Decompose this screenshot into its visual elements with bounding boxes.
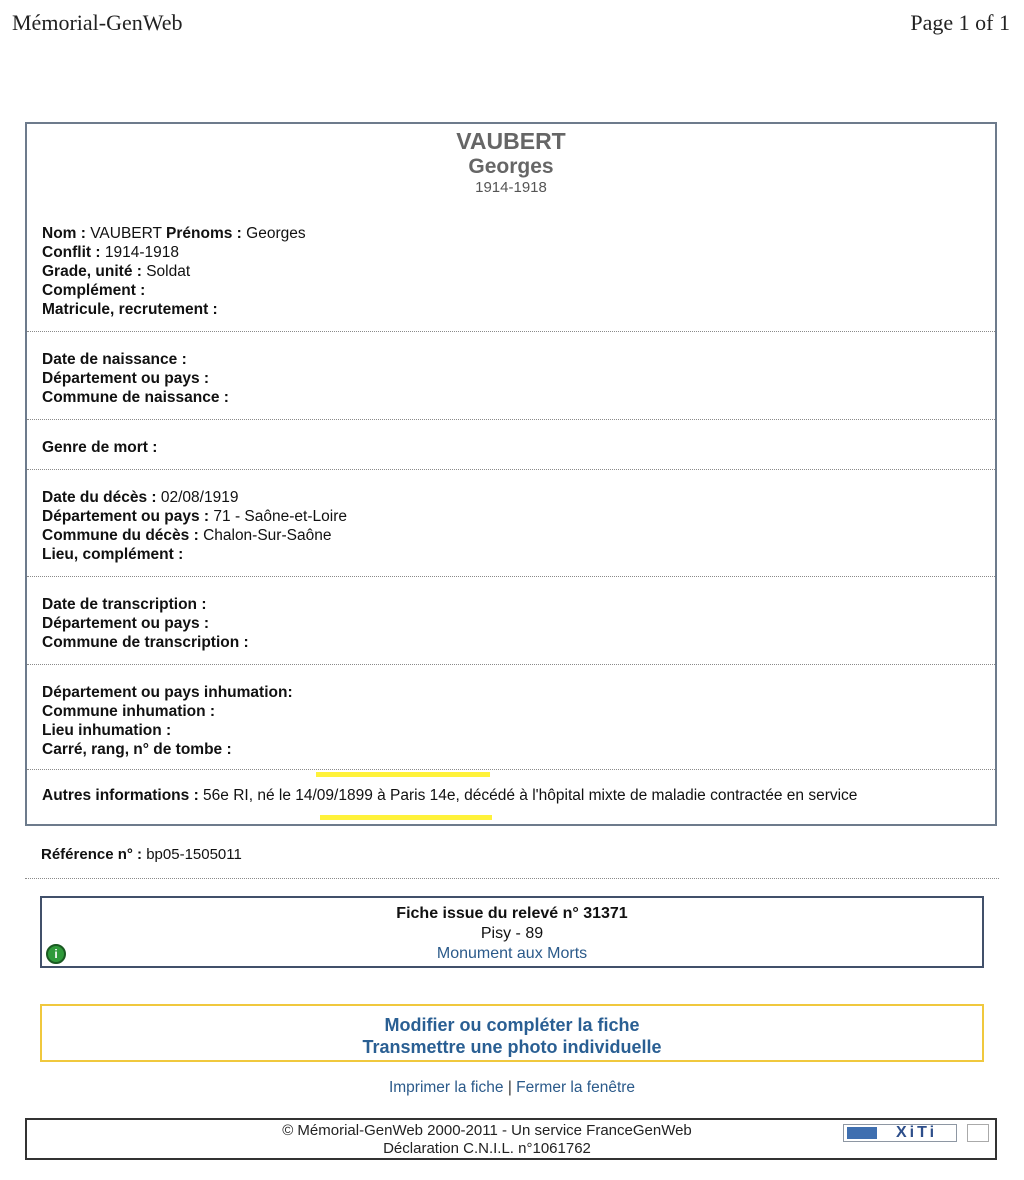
conflit-value: 1914-1918 xyxy=(104,244,179,261)
reference-value: bp05-1505011 xyxy=(146,846,242,863)
xiti-badge[interactable] xyxy=(843,1124,957,1142)
identity-section xyxy=(27,212,995,332)
matricule-label: Matricule, recrutement : xyxy=(42,301,218,318)
xiti-label: XiTi xyxy=(896,1124,938,1141)
death-dept-value: 71 - Saône-et-Loire xyxy=(213,508,347,525)
matricule-row xyxy=(42,300,995,319)
reference-line xyxy=(41,846,242,863)
stats-bars-icon xyxy=(847,1127,877,1139)
complement-label: Complément : xyxy=(42,282,146,299)
transcription-date-label: Date de transcription : xyxy=(42,596,207,613)
print-link[interactable]: Imprimer la fiche xyxy=(388,1079,504,1096)
other-info-label: Autres informations : xyxy=(42,787,199,804)
send-photo-link[interactable]: Transmettre une photo individuelle xyxy=(362,1037,662,1057)
source-box xyxy=(40,896,984,968)
prenoms-value: Georges xyxy=(246,225,306,242)
reference-label: Référence n° : xyxy=(41,846,143,863)
action-box xyxy=(40,1004,984,1062)
grade-row xyxy=(42,262,995,281)
modify-record-link[interactable]: Modifier ou compléter la fiche xyxy=(384,1015,640,1035)
burial-dept-label: Département ou pays inhumation: xyxy=(42,684,293,701)
link-separator: | xyxy=(507,1079,512,1096)
burial-commune-label: Commune inhumation : xyxy=(42,703,216,720)
death-date-value: 02/08/1919 xyxy=(160,489,239,506)
firstname-heading: Georges xyxy=(468,155,554,178)
death-lieu-label: Lieu, complément : xyxy=(42,546,184,563)
death-commune-value: Chalon-Sur-Saône xyxy=(203,527,332,544)
conflit-row xyxy=(42,243,995,262)
death-dept-label: Département ou pays : xyxy=(42,508,210,525)
conflict-heading: 1914-1918 xyxy=(475,179,547,196)
highlight-mark-top xyxy=(316,772,490,777)
transcription-dept-label: Département ou pays : xyxy=(42,615,210,632)
print-site-title: Mémorial-GenWeb xyxy=(12,10,183,35)
conflit-label: Conflit : xyxy=(42,244,101,261)
death-commune-label: Commune du décès : xyxy=(42,527,199,544)
divider xyxy=(25,878,999,879)
burial-lieu-label: Lieu inhumation : xyxy=(42,722,172,739)
xiti-side-box xyxy=(967,1124,989,1142)
death-type-section xyxy=(27,420,995,470)
footer xyxy=(25,1118,997,1160)
transcription-section xyxy=(27,577,995,665)
source-place: Pisy - 89 xyxy=(480,925,544,942)
info-icon[interactable]: i xyxy=(46,944,66,964)
prenoms-label: Prénoms : xyxy=(166,225,242,242)
birth-date-label: Date de naissance : xyxy=(42,351,187,368)
other-info-section xyxy=(27,770,995,813)
grade-value: Soldat xyxy=(146,263,191,280)
source-title: Fiche issue du relevé n° 31371 xyxy=(396,905,628,922)
surname-heading: VAUBERT xyxy=(456,128,566,154)
bottom-links xyxy=(0,1079,1024,1097)
nom-row xyxy=(42,224,995,243)
other-info-value: 56e RI, né le 14/09/1899 à Paris 14e, décédé à l'hôpital mixte de maladie contractée en service xyxy=(203,787,858,804)
nom-label: Nom : xyxy=(42,225,86,242)
record-card xyxy=(25,122,997,826)
death-section xyxy=(27,470,995,577)
record-heading xyxy=(27,124,995,212)
transcription-commune-label: Commune de transcription : xyxy=(42,634,249,651)
burial-section xyxy=(27,665,995,770)
highlight-mark-bottom xyxy=(320,815,492,820)
footer-copyright: © Mémorial-GenWeb 2000-2011 - Un service FranceGenWeb xyxy=(282,1122,692,1139)
monument-link[interactable]: Monument aux Morts xyxy=(436,945,588,962)
death-type-label: Genre de mort : xyxy=(42,439,158,456)
grade-label: Grade, unité : xyxy=(42,263,142,280)
close-window-link[interactable]: Fermer la fenêtre xyxy=(516,1079,636,1096)
burial-carre-label: Carré, rang, n° de tombe : xyxy=(42,741,232,758)
nom-value: VAUBERT xyxy=(90,225,162,242)
print-page-number: Page 1 of 1 xyxy=(910,10,1010,35)
print-header xyxy=(12,10,1010,40)
birth-dept-label: Département ou pays : xyxy=(42,370,210,387)
footer-cnil: Déclaration C.N.I.L. n°1061762 xyxy=(383,1140,591,1157)
birth-commune-label: Commune de naissance : xyxy=(42,389,229,406)
footer-text xyxy=(27,1122,947,1158)
birth-section xyxy=(27,332,995,420)
death-date-label: Date du décès : xyxy=(42,489,157,506)
complement-row xyxy=(42,281,995,300)
